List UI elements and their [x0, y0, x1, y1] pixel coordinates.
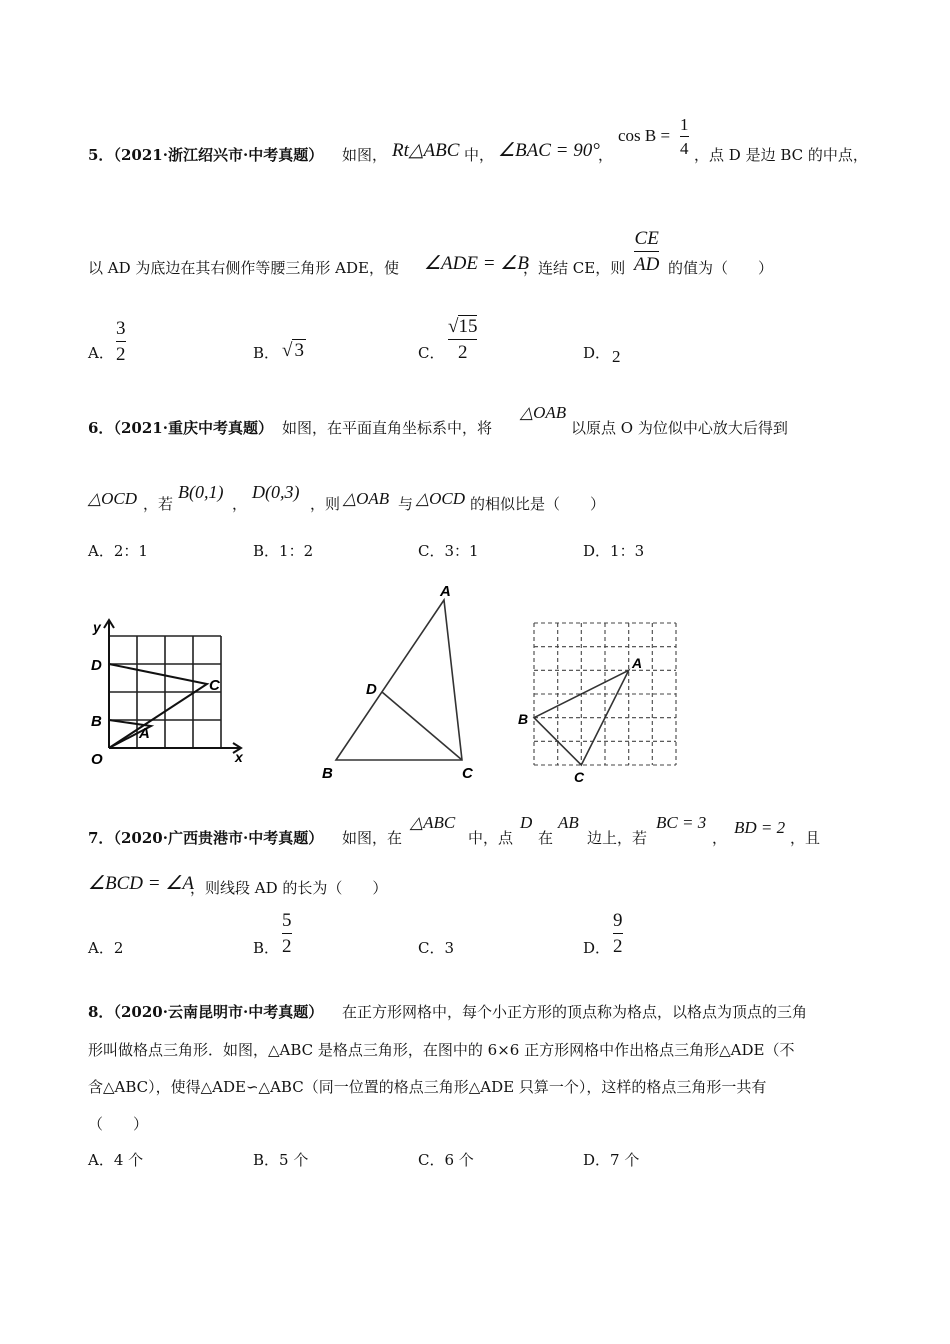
q6-option-c[interactable]: C．3：1 — [418, 542, 479, 560]
q6-triangle-oab: △OAB — [520, 403, 567, 422]
fig1-x-label: x — [235, 749, 243, 765]
fig1-label-a: A — [139, 725, 150, 742]
q7-angle-equation: ∠BCD = ∠A — [88, 873, 194, 894]
q7-segment-ab: AB — [558, 813, 579, 832]
q8-option-d[interactable]: D．7 个 — [583, 1151, 640, 1169]
q8-source: （2020·云南昆明市·中考真题） — [106, 1003, 324, 1021]
q5-option-b-sqrt: √ 3 — [282, 340, 304, 361]
q7-option-d-fraction: 9 2 — [613, 910, 623, 957]
fig1-label-c: C — [209, 677, 220, 694]
q7-triangle-abc: △ABC — [410, 813, 456, 832]
q6-option-a[interactable]: A．2：1 — [88, 542, 148, 560]
fig1-label-o: O — [91, 751, 103, 768]
q7-number: 7． — [88, 829, 114, 847]
q5-number: 5． — [88, 146, 114, 164]
q6-source: （2021·重庆中考真题） — [106, 419, 273, 437]
q5-cos-fraction: 1 4 — [680, 115, 689, 158]
q5-cos-b: cos B = — [618, 126, 671, 145]
q7-option-c[interactable]: C．3 — [418, 939, 455, 957]
q7-option-b-fraction: 5 2 — [282, 910, 292, 957]
q5-source: （2021·浙江绍兴市·中考真题） — [106, 146, 324, 164]
fig3-label-b: B — [518, 711, 529, 727]
q6-triangle-ocd: △OCD — [88, 489, 137, 508]
fig3-label-a: A — [632, 655, 643, 671]
q8-option-c[interactable]: C．6 个 — [418, 1151, 474, 1169]
q7-option-d[interactable]: D． — [583, 939, 611, 957]
q8-text-line2: 形叫做格点三角形．如图，△ABC 是格点三角形，在图中的 6×6 正方形网格中作出格点三角形△ADE（不 — [88, 1041, 795, 1059]
fig2-label-c: C — [462, 765, 473, 782]
figure-triangle-abc — [316, 578, 486, 784]
q6-point-d: D(0,3) — [252, 482, 300, 502]
q5-option-c[interactable]: C． — [418, 344, 445, 362]
q5-option-a-fraction: 3 2 — [116, 318, 126, 365]
q6-point-b: B(0,1) — [178, 482, 224, 502]
q5-ce-ad-fraction: CE AD — [634, 228, 660, 275]
q6-number: 6． — [88, 419, 114, 437]
q7-option-b[interactable]: B． — [253, 939, 280, 957]
q5-angle-ade: ∠ADE = ∠B — [424, 253, 529, 274]
fig2-label-a: A — [440, 583, 451, 600]
fig1-y-label: y — [93, 619, 101, 635]
q7-bc-equals: BC = 3 — [656, 813, 707, 832]
fig1-label-b: B — [91, 713, 102, 730]
q5-option-d[interactable]: D． — [583, 344, 611, 362]
fig2-label-d: D — [366, 681, 377, 698]
q5-option-b[interactable]: B． — [253, 344, 280, 362]
q7-source: （2020·广西贵港市·中考真题） — [106, 829, 324, 847]
fig1-label-d: D — [91, 657, 102, 674]
q7-bd-equals: BD = 2 — [734, 818, 786, 837]
q5-option-a[interactable]: A． — [88, 344, 114, 362]
q5-angle-bac: ∠BAC = 90° — [498, 140, 600, 161]
q8-option-b[interactable]: B．5 个 — [253, 1151, 309, 1169]
q8-option-a[interactable]: A．4 个 — [88, 1151, 144, 1169]
fig3-label-c: C — [574, 769, 585, 785]
figure-coordinate-grid — [85, 612, 255, 774]
q7-option-a[interactable]: A．2 — [88, 939, 124, 957]
q8-text-line1: 在正方形网格中，每个小正方形的顶点称为格点，以格点为顶点的三角 — [342, 1003, 808, 1021]
q8-number: 8． — [88, 1003, 114, 1021]
q7-point-d: D — [520, 813, 533, 832]
q8-text-line3: 含△ABC），使得△ADE∽△ABC（同一位置的格点三角形△ADE 只算一个），这样的格点三角形一共有 — [88, 1078, 767, 1096]
q6-option-d[interactable]: D．1：3 — [583, 542, 645, 560]
q5-option-c-fraction: √15 2 — [448, 316, 478, 363]
q6-option-b[interactable]: B．1：2 — [253, 542, 314, 560]
figure-grid-6x6 — [514, 616, 684, 786]
fig2-label-b: B — [322, 765, 333, 782]
q8-text-line4: （ ） — [88, 1115, 149, 1133]
q5-rt-triangle: Rt△ABC — [392, 140, 460, 161]
